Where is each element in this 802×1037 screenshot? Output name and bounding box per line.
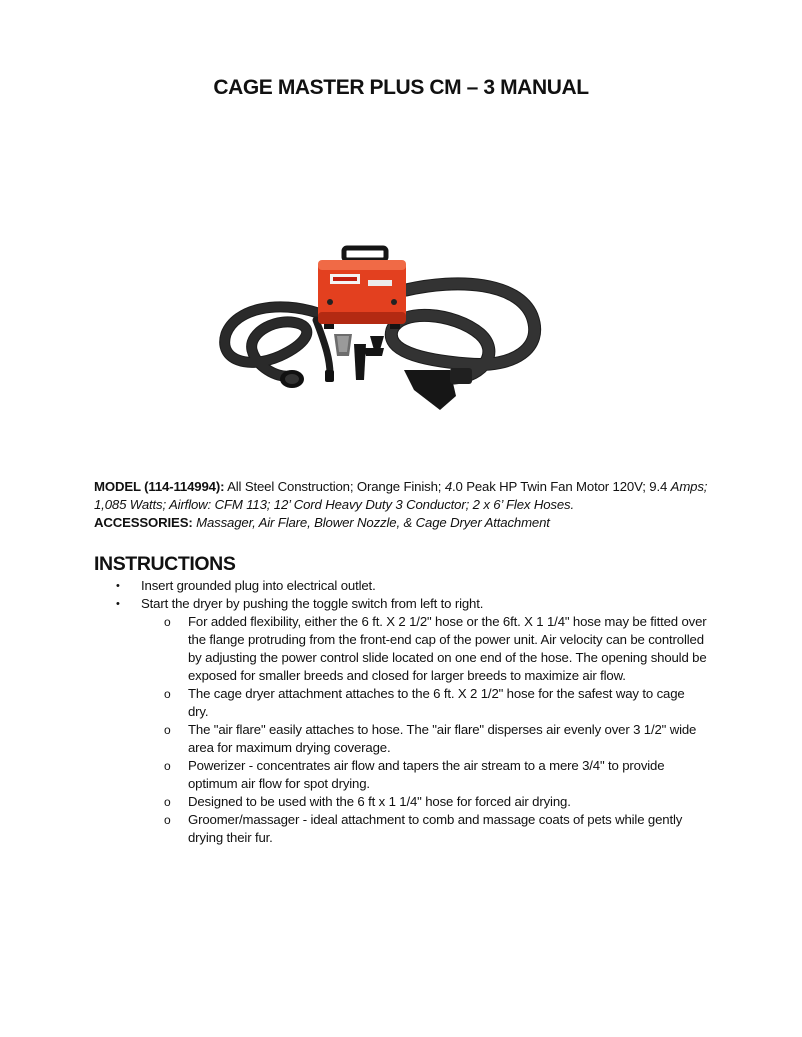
- sub-list-item: [94, 757, 714, 793]
- sub-list-item: [94, 721, 714, 757]
- bullet: •: [116, 598, 120, 610]
- model-text-italic: 4: [444, 479, 452, 494]
- sub-step-text: The "air flare" easily attaches to hose. The "air flare" disperses air evenly over 3 1/2" wide area for maximum drying coverage.: [188, 722, 697, 755]
- step-text: Start the dryer by pushing the toggle switch from left to right.: [141, 596, 484, 611]
- list-item: [94, 595, 714, 613]
- model-specifications: [94, 478, 714, 532]
- sub-bullet: o: [164, 813, 171, 827]
- model-text: All Steel Construction; Orange Finish;: [224, 479, 445, 494]
- page-title: CAGE MASTER PLUS CM – 3 MANUAL: [213, 76, 589, 99]
- sub-step-text: The cage dryer attachment attaches to the 6 ft. X 2 1/2" hose for the safest way to cage dry.: [188, 686, 685, 719]
- right-hose: [391, 284, 534, 378]
- sub-list-item: [94, 685, 714, 721]
- cage-dryer-attachment: [404, 368, 472, 410]
- model-text-cont: .0 Peak HP Twin Fan Motor 120V; 9.4: [452, 479, 671, 494]
- bullet: •: [116, 580, 120, 592]
- model-label: MODEL (114-114994):: [94, 479, 225, 494]
- nozzle-attachments: [334, 334, 384, 380]
- sub-bullet: o: [164, 687, 171, 701]
- sub-step-text: Designed to be used with the 6 ft x 1 1/4" hose for forced air drying.: [188, 794, 571, 809]
- accessories-text: Massager, Air Flare, Blower Nozzle, & Cage Dryer Attachment: [192, 515, 550, 530]
- dryer-body: [318, 248, 406, 329]
- sub-step-text: For added flexibility, either the 6 ft. X 2 1/2" hose or the 6ft. X 1 1/4" hose may be fitted over the flange protruding from the front-end cap of the power unit. Air velocity can be controlled by adjusting the power control slide located on one end of the hose. The opening should be exposed for smaller breeds and closed for larger breeds to maximize air flow.: [188, 614, 707, 683]
- sub-step-text: Powerizer - concentrates air flow and tapers the air stream to a mere 3/4" to provide optimum air flow for spot drying.: [188, 758, 665, 791]
- sub-bullet: o: [164, 795, 171, 809]
- model-text-italic-cont: Amps; 1,085 Watts; Airflow: CFM 113; 12’ Cord Heavy Duty 3 Conductor; 2 x 6’ Flex Hoses.: [94, 479, 708, 512]
- instructions-list: [94, 577, 714, 847]
- sub-list-item: [94, 793, 714, 811]
- accessories-label: ACCESSORIES:: [94, 515, 193, 530]
- sub-bullet: o: [164, 759, 171, 773]
- sub-step-text: Groomer/massager - ideal attachment to comb and massage coats of pets while gently drying their fur.: [188, 812, 683, 845]
- sub-list-item: [94, 613, 714, 685]
- step-text: Insert grounded plug into electrical outlet.: [141, 578, 376, 593]
- list-item: [94, 577, 714, 595]
- sub-bullet: o: [164, 615, 171, 629]
- sub-bullet: o: [164, 723, 171, 737]
- sub-list-item: [94, 811, 714, 847]
- instructions-heading: INSTRUCTIONS: [94, 553, 236, 575]
- pet-dryer-with-hoses-image: [218, 238, 544, 428]
- left-hose: [225, 307, 330, 376]
